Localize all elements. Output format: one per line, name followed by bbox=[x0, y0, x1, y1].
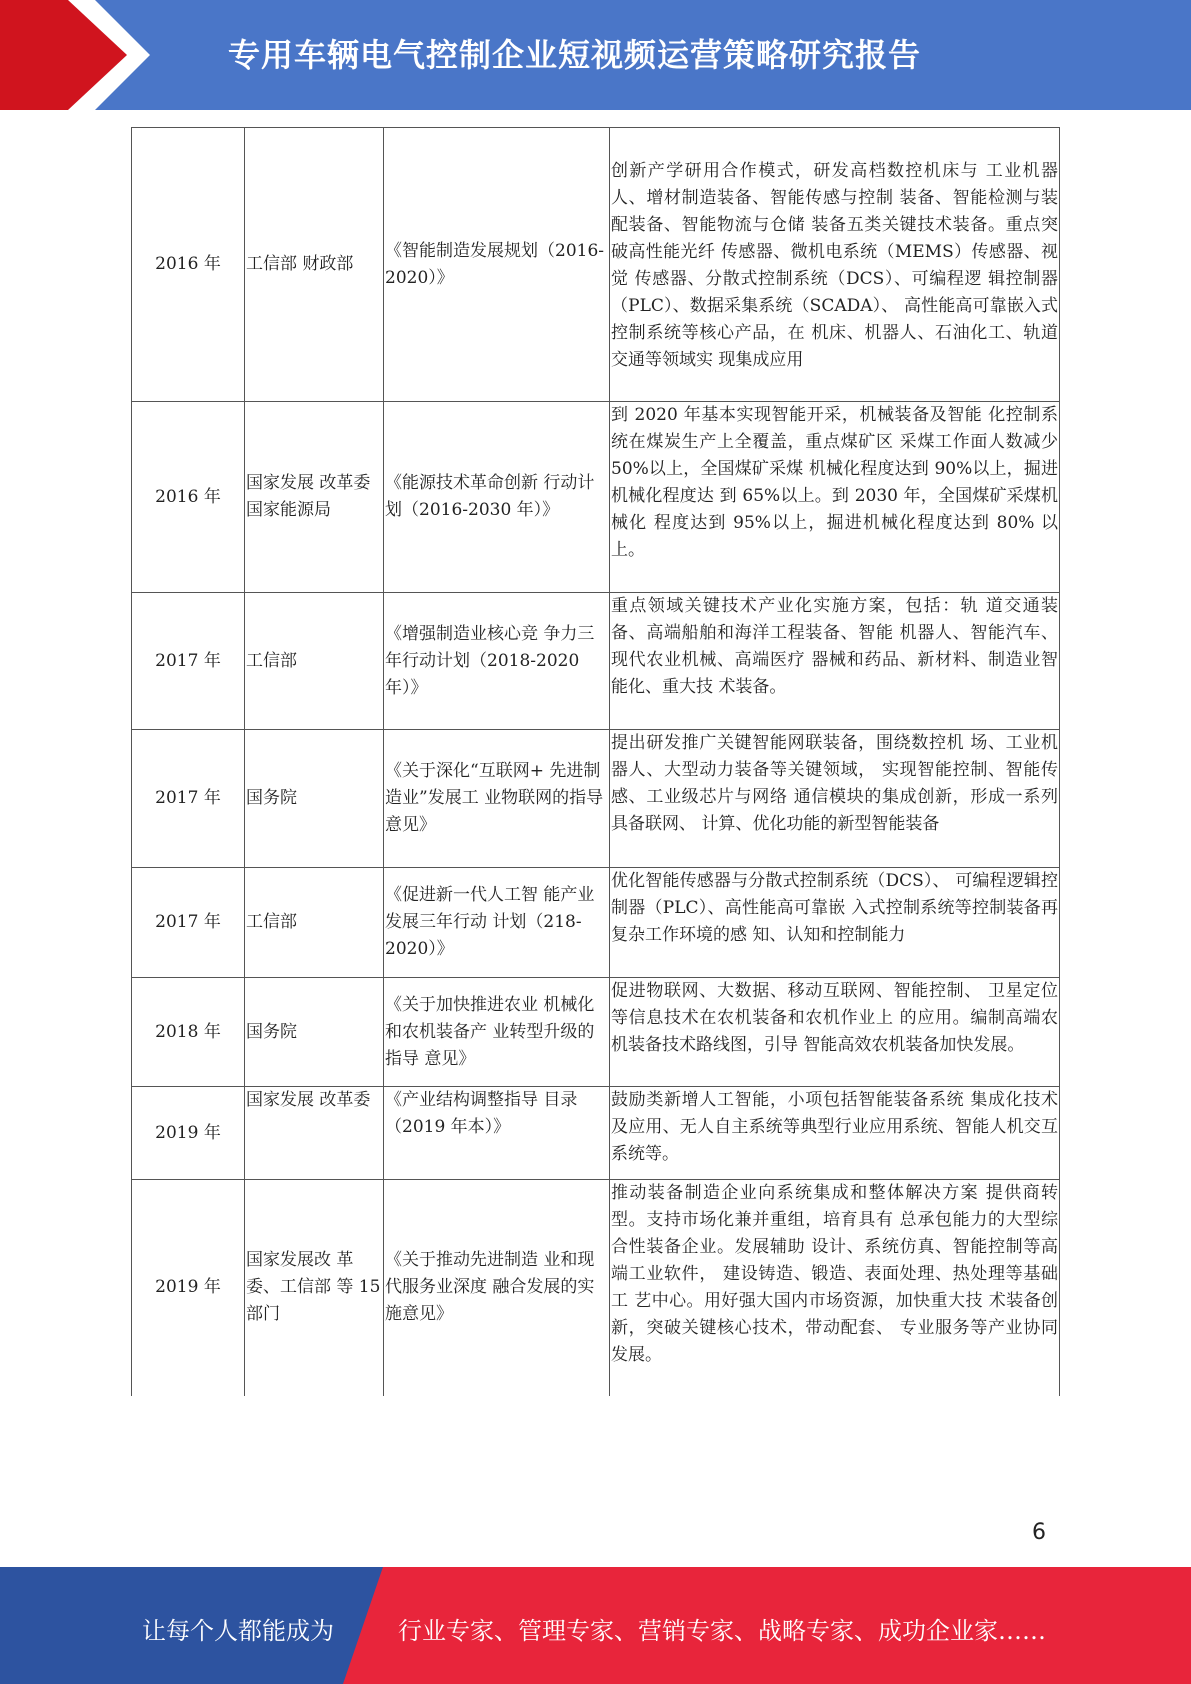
description-cell: 重点领域关键技术产业化实施方案，包括：轨 道交通装备、高端船舶和海洋工程装备、智能 机器人、智能汽车、现代农业机械、高端医疗 器械和药品、新材料、制造业智能化、重大技 术装备。 bbox=[610, 593, 1060, 730]
document-cell: 《关于深化“互联网+ 先进制造业”发展工 业物联网的指导意见》 bbox=[384, 730, 610, 868]
department-cell: 国家发展 改革委 国家能源局 bbox=[245, 402, 384, 593]
year-cell: 2018 年 bbox=[132, 978, 245, 1087]
table-row bbox=[132, 1087, 1060, 1180]
description-cell: 优化智能传感器与分散式控制系统（DCS）、 可编程逻辑控制器（PLC）、高性能高可靠嵌 入式控制系统等控制装备再复杂工作环境的感 知、认知和控制能力 bbox=[610, 868, 1060, 978]
document-cell: 《促进新一代人工智 能产业发展三年行动 计划（218-2020）》 bbox=[384, 868, 610, 978]
policy-table bbox=[131, 127, 1060, 1396]
description-cell: 促进物联网、大数据、移动互联网、智能控制、 卫星定位等信息技术在农机装备和农机作业上 的应用。编制高端农机装备技术路线图，引导 智能高效农机装备加快发展。 bbox=[610, 978, 1060, 1087]
table-row bbox=[132, 868, 1060, 978]
table-row bbox=[132, 593, 1060, 730]
department-cell: 国家发展 改革委 bbox=[245, 1087, 384, 1180]
page-number: 6 bbox=[1032, 1520, 1046, 1545]
report-title: 专用车辆电气控制企业短视频运营策略研究报告 bbox=[228, 36, 922, 74]
document-cell: 《智能制造发展规划（2016-2020）》 bbox=[384, 128, 610, 402]
year-cell: 2017 年 bbox=[132, 730, 245, 868]
year-cell: 2017 年 bbox=[132, 593, 245, 730]
department-cell: 国家发展改 革委、工信部 等 15 部门 bbox=[245, 1180, 384, 1396]
year-cell: 2019 年 bbox=[132, 1087, 245, 1180]
table-row bbox=[132, 1180, 1060, 1396]
description-cell: 提出研发推广关键智能网联装备，围绕数控机 场、工业机器人、大型动力装备等关键领域， 实现智能控制、智能传感、工业级芯片与网络 通信模块的集成创新，形成一系列具备联网、 计算、优化功能的新型智能装备 bbox=[610, 730, 1060, 868]
table-row bbox=[132, 730, 1060, 868]
document-cell: 《关于推动先进制造 业和现代服务业深度 融合发展的实施意见》 bbox=[384, 1180, 610, 1396]
document-cell: 《关于加快推进农业 机械化和农机装备产 业转型升级的指导 意见》 bbox=[384, 978, 610, 1087]
page-header bbox=[0, 0, 1191, 110]
year-cell: 2019 年 bbox=[132, 1180, 245, 1396]
department-cell: 国务院 bbox=[245, 730, 384, 868]
department-cell: 工信部 财政部 bbox=[245, 128, 384, 402]
department-cell: 国务院 bbox=[245, 978, 384, 1087]
year-cell: 2016 年 bbox=[132, 128, 245, 402]
description-cell: 创新产学研用合作模式，研发高档数控机床与 工业机器人、增材制造装备、智能传感与控制 装备、智能检测与装配装备、智能物流与仓储 装备五类关键技术装备。重点突破高性能光纤 传感器、微机电系统（MEMS）传感器、视觉 传感器、分散式控制系统（DCS）、可编程逻 辑控制器（PLC）、数据采集系统（SCADA）、 高性能高可靠嵌入式控制系统等核心产品，在 机床、机器人、石油化工、轨道交通等领域实 现集成应用 bbox=[610, 128, 1060, 402]
footer-slogan-right: 行业专家、管理专家、营销专家、战略专家、成功企业家…… bbox=[398, 1617, 1046, 1645]
table-row bbox=[132, 978, 1060, 1087]
footer-slogan-left: 让每个人都能成为 bbox=[142, 1617, 334, 1645]
table-row bbox=[132, 128, 1060, 402]
year-cell: 2016 年 bbox=[132, 402, 245, 593]
document-cell: 《能源技术革命创新 行动计划（2016-2030 年）》 bbox=[384, 402, 610, 593]
table-row bbox=[132, 402, 1060, 593]
description-cell: 鼓励类新增人工智能，小项包括智能装备系统 集成化技术及应用、无人自主系统等典型行业应用系统、智能人机交互系统等。 bbox=[610, 1087, 1060, 1180]
description-cell: 到 2020 年基本实现智能开采，机械装备及智能 化控制系统在煤炭生产上全覆盖，重点煤矿区 采煤工作面人数减少 50%以上，全国煤矿采煤 机械化程度达到 90%以上，掘进机械化程度达 到 65%以上。到 2030 年，全国煤矿采煤机械化 程度达到 95%以上，掘进机械化程度达到 80% 以上。 bbox=[610, 402, 1060, 593]
header-chevron-icon bbox=[0, 0, 150, 110]
page-footer bbox=[0, 1567, 1191, 1684]
department-cell: 工信部 bbox=[245, 593, 384, 730]
document-cell: 《增强制造业核心竞 争力三年行动计划（2018-2020 年）》 bbox=[384, 593, 610, 730]
department-cell: 工信部 bbox=[245, 868, 384, 978]
year-cell: 2017 年 bbox=[132, 868, 245, 978]
document-cell: 《产业结构调整指导 目录（2019 年本）》 bbox=[384, 1087, 610, 1180]
description-cell: 推动装备制造企业向系统集成和整体解决方案 提供商转型。支持市场化兼并重组，培育具有 总承包能力的大型综合性装备企业。发展辅助 设计、系统仿真、智能控制等高端工业软件， 建设铸造、锻造、表面处理、热处理等基础工 艺中心。用好强大国内市场资源，加快重大技 术装备创新，突破关键核心技术，带动配套、 专业服务等产业协同发展。 bbox=[610, 1180, 1060, 1396]
